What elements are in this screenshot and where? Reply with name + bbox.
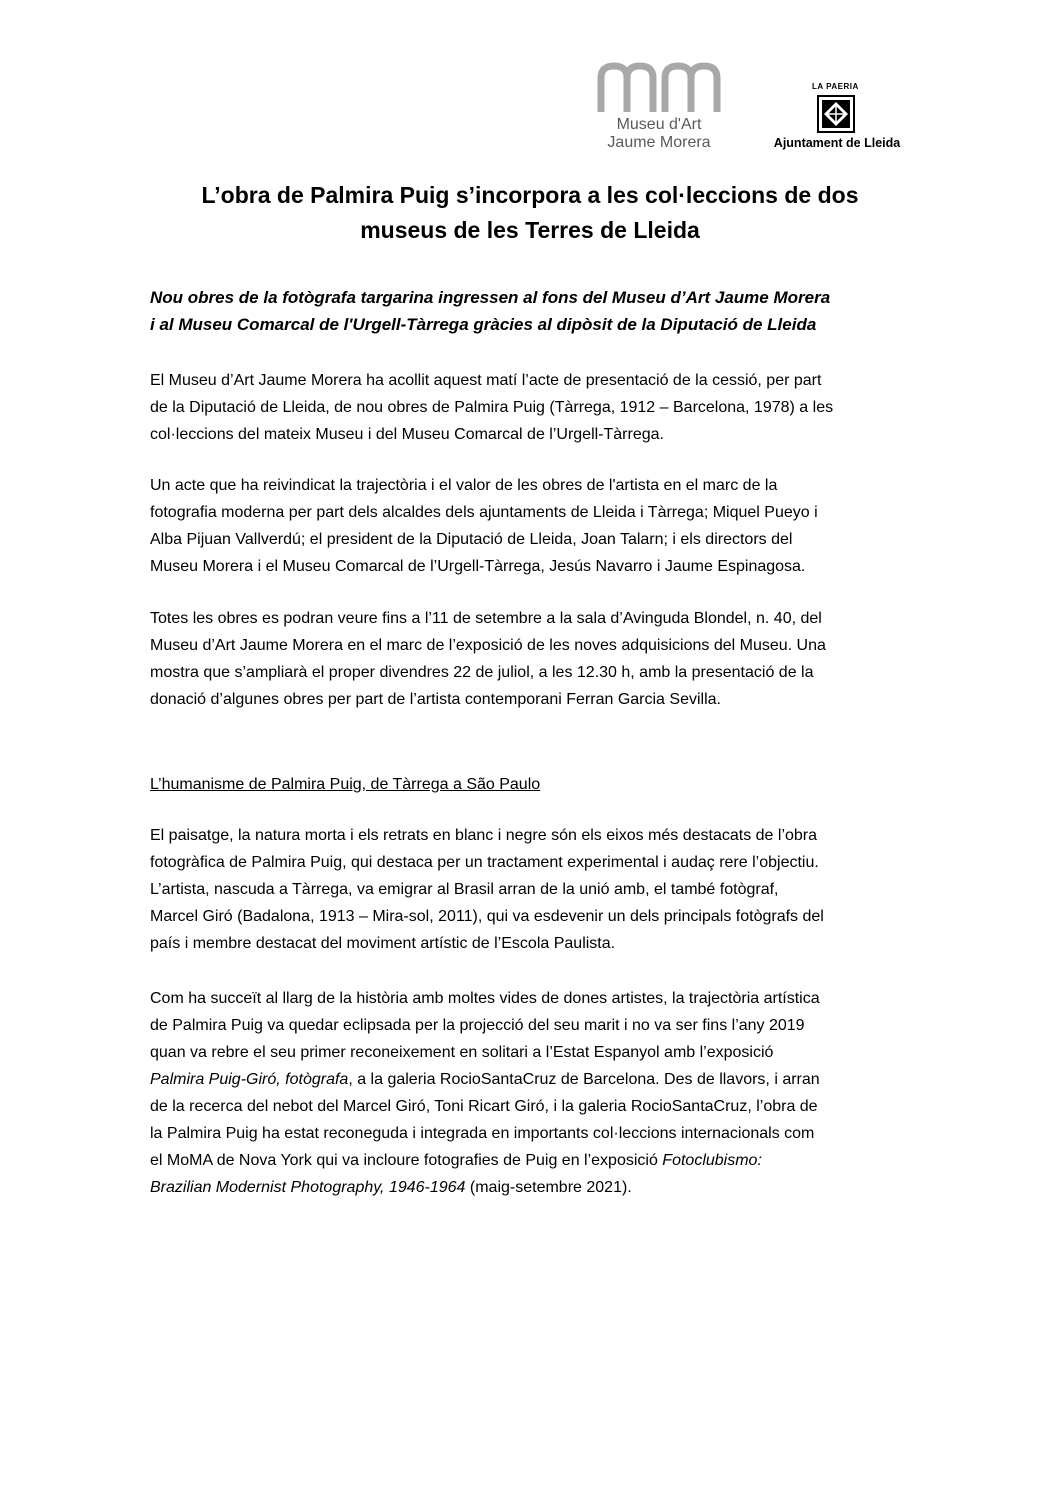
paragraph-2 bbox=[150, 472, 920, 580]
paragraph-line: donació d’algunes obres per part de l’artista contemporani Ferran Garcia Sevilla. bbox=[150, 691, 721, 708]
mm-logo-icon bbox=[594, 60, 724, 116]
paragraph-line: Com ha succeït al llarg de la història amb moltes vides de dones artistes, la trajectòria artística bbox=[150, 990, 820, 1007]
subtitle-line-1: Nou obres de la fotògrafa targarina ingressen al fons del Museu d’Art Jaume Morera bbox=[150, 288, 831, 307]
paragraph-line: fotogràfica de Palmira Puig, qui destaca per un tractament experimental i audaç rere l’objectiu. bbox=[150, 854, 819, 871]
title-line-2: museus de les Terres de Lleida bbox=[360, 217, 700, 243]
paragraph-3 bbox=[150, 605, 920, 713]
paragraph-line bbox=[150, 1174, 920, 1201]
paragraph-line: Marcel Giró (Badalona, 1913 – Mira-sol, 2011), qui va esdevenir un dels principals fotògrafs del bbox=[150, 908, 824, 925]
paragraph-line: quan va rebre el seu primer reconeixement en solitari a l’Estat Espanyol amb l’exposició bbox=[150, 1044, 774, 1061]
paragraph-line: Museu Morera i el Museu Comarcal de l’Urgell-Tàrrega, Jesús Navarro i Jaume Espinagosa. bbox=[150, 558, 806, 575]
paeria-emblem-icon bbox=[816, 94, 856, 134]
paragraph-line: El Museu d’Art Jaume Morera ha acollit aquest matí l’acte de presentació de la cessió, per part bbox=[150, 372, 822, 389]
ajuntament-name: Ajuntament de Lleida bbox=[773, 136, 901, 150]
subtitle-line-2: i al Museu Comarcal de l'Urgell-Tàrrega gràcies al dipòsit de la Diputació de Lleida bbox=[150, 315, 817, 334]
paragraph-5 bbox=[150, 985, 920, 1201]
paragraph-line: Museu d’Art Jaume Morera en el marc de l’exposició de les noves adquisicions del Museu. Una bbox=[150, 637, 826, 654]
paragraph-line: de la Diputació de Lleida, de nou obres de Palmira Puig (Tàrrega, 1912 – Barcelona, 1978) a les bbox=[150, 399, 834, 416]
paragraph-4 bbox=[150, 822, 920, 957]
paragraph-line: Alba Pijuan Vallverdú; el president de la Diputació de Lleida, Joan Talarn; i els directors del bbox=[150, 531, 793, 548]
museum-logo-line2: Jaume Morera bbox=[607, 134, 711, 151]
paragraph-line: país i membre destacat del moviment artístic de l’Escola Paulista. bbox=[150, 935, 616, 952]
paragraph-line: El paisatge, la natura morta i els retrats en blanc i negre són els eixos més destacats de l’obra bbox=[150, 827, 818, 844]
paragraph-line: col·leccions del mateix Museu i del Museu Comarcal de l’Urgell-Tàrrega. bbox=[150, 426, 664, 443]
title-line-1: L’obra de Palmira Puig s’incorpora a les col·leccions de dos bbox=[201, 182, 859, 208]
paragraph-text: el MoMA de Nova York qui va incloure fotografies de Puig en l’exposició bbox=[150, 1152, 663, 1169]
paeria-top-text: LA PAERIA bbox=[812, 82, 859, 91]
museu-art-jaume-morera-logo bbox=[594, 60, 724, 155]
document-subtitle bbox=[150, 284, 920, 338]
section-heading: L’humanisme de Palmira Puig, de Tàrrega a São Paulo bbox=[150, 776, 541, 793]
exhibition-title-italic: Brazilian Modernist Photography, 1946-1964 bbox=[150, 1179, 466, 1196]
paragraph-text: (maig-setembre 2021). bbox=[465, 1179, 632, 1196]
paragraph-line bbox=[150, 1147, 920, 1174]
paragraph-line: de Palmira Puig va quedar eclipsada per la projecció del seu marit i no va ser fins l’any 2019 bbox=[150, 1017, 805, 1034]
paragraph-line: Un acte que ha reivindicat la trajectòria i el valor de les obres de l'artista en el marc de la bbox=[150, 477, 778, 494]
paragraph-line: mostra que s’ampliarà el proper divendres 22 de juliol, a les 12.30 h, amb la presentació de la bbox=[150, 664, 814, 681]
document-title bbox=[150, 178, 910, 248]
paragraph-text: , a la galeria RocioSantaCruz de Barcelona. Des de llavors, i arran bbox=[348, 1071, 820, 1088]
ajuntament-lleida-logo bbox=[762, 82, 912, 152]
paragraph-line bbox=[150, 1066, 920, 1093]
paragraph-line: Totes les obres es podran veure fins a l’11 de setembre a la sala d’Avinguda Blondel, n. 40, del bbox=[150, 610, 822, 627]
exhibition-title-italic: Palmira Puig-Giró, fotògrafa bbox=[150, 1071, 349, 1088]
paragraph-line: L’artista, nascuda a Tàrrega, va emigrar al Brasil arran de la unió amb, el també fotògraf, bbox=[150, 881, 779, 898]
paragraph-1 bbox=[150, 367, 920, 448]
paragraph-line: la Palmira Puig ha estat reconeguda i integrada en importants col·leccions internacionals com bbox=[150, 1125, 815, 1142]
paragraph-line: de la recerca del nebot del Marcel Giró, Toni Ricart Giró, i la galeria RocioSantaCruz, l’obra de bbox=[150, 1098, 818, 1115]
museum-logo-line1: Museu d'Art bbox=[616, 116, 702, 133]
paragraph-line: fotografia moderna per part dels alcaldes dels ajuntaments de Lleida i Tàrrega; Miquel Pueyo i bbox=[150, 504, 818, 521]
exhibition-title-italic: Fotoclubismo: bbox=[662, 1152, 762, 1169]
